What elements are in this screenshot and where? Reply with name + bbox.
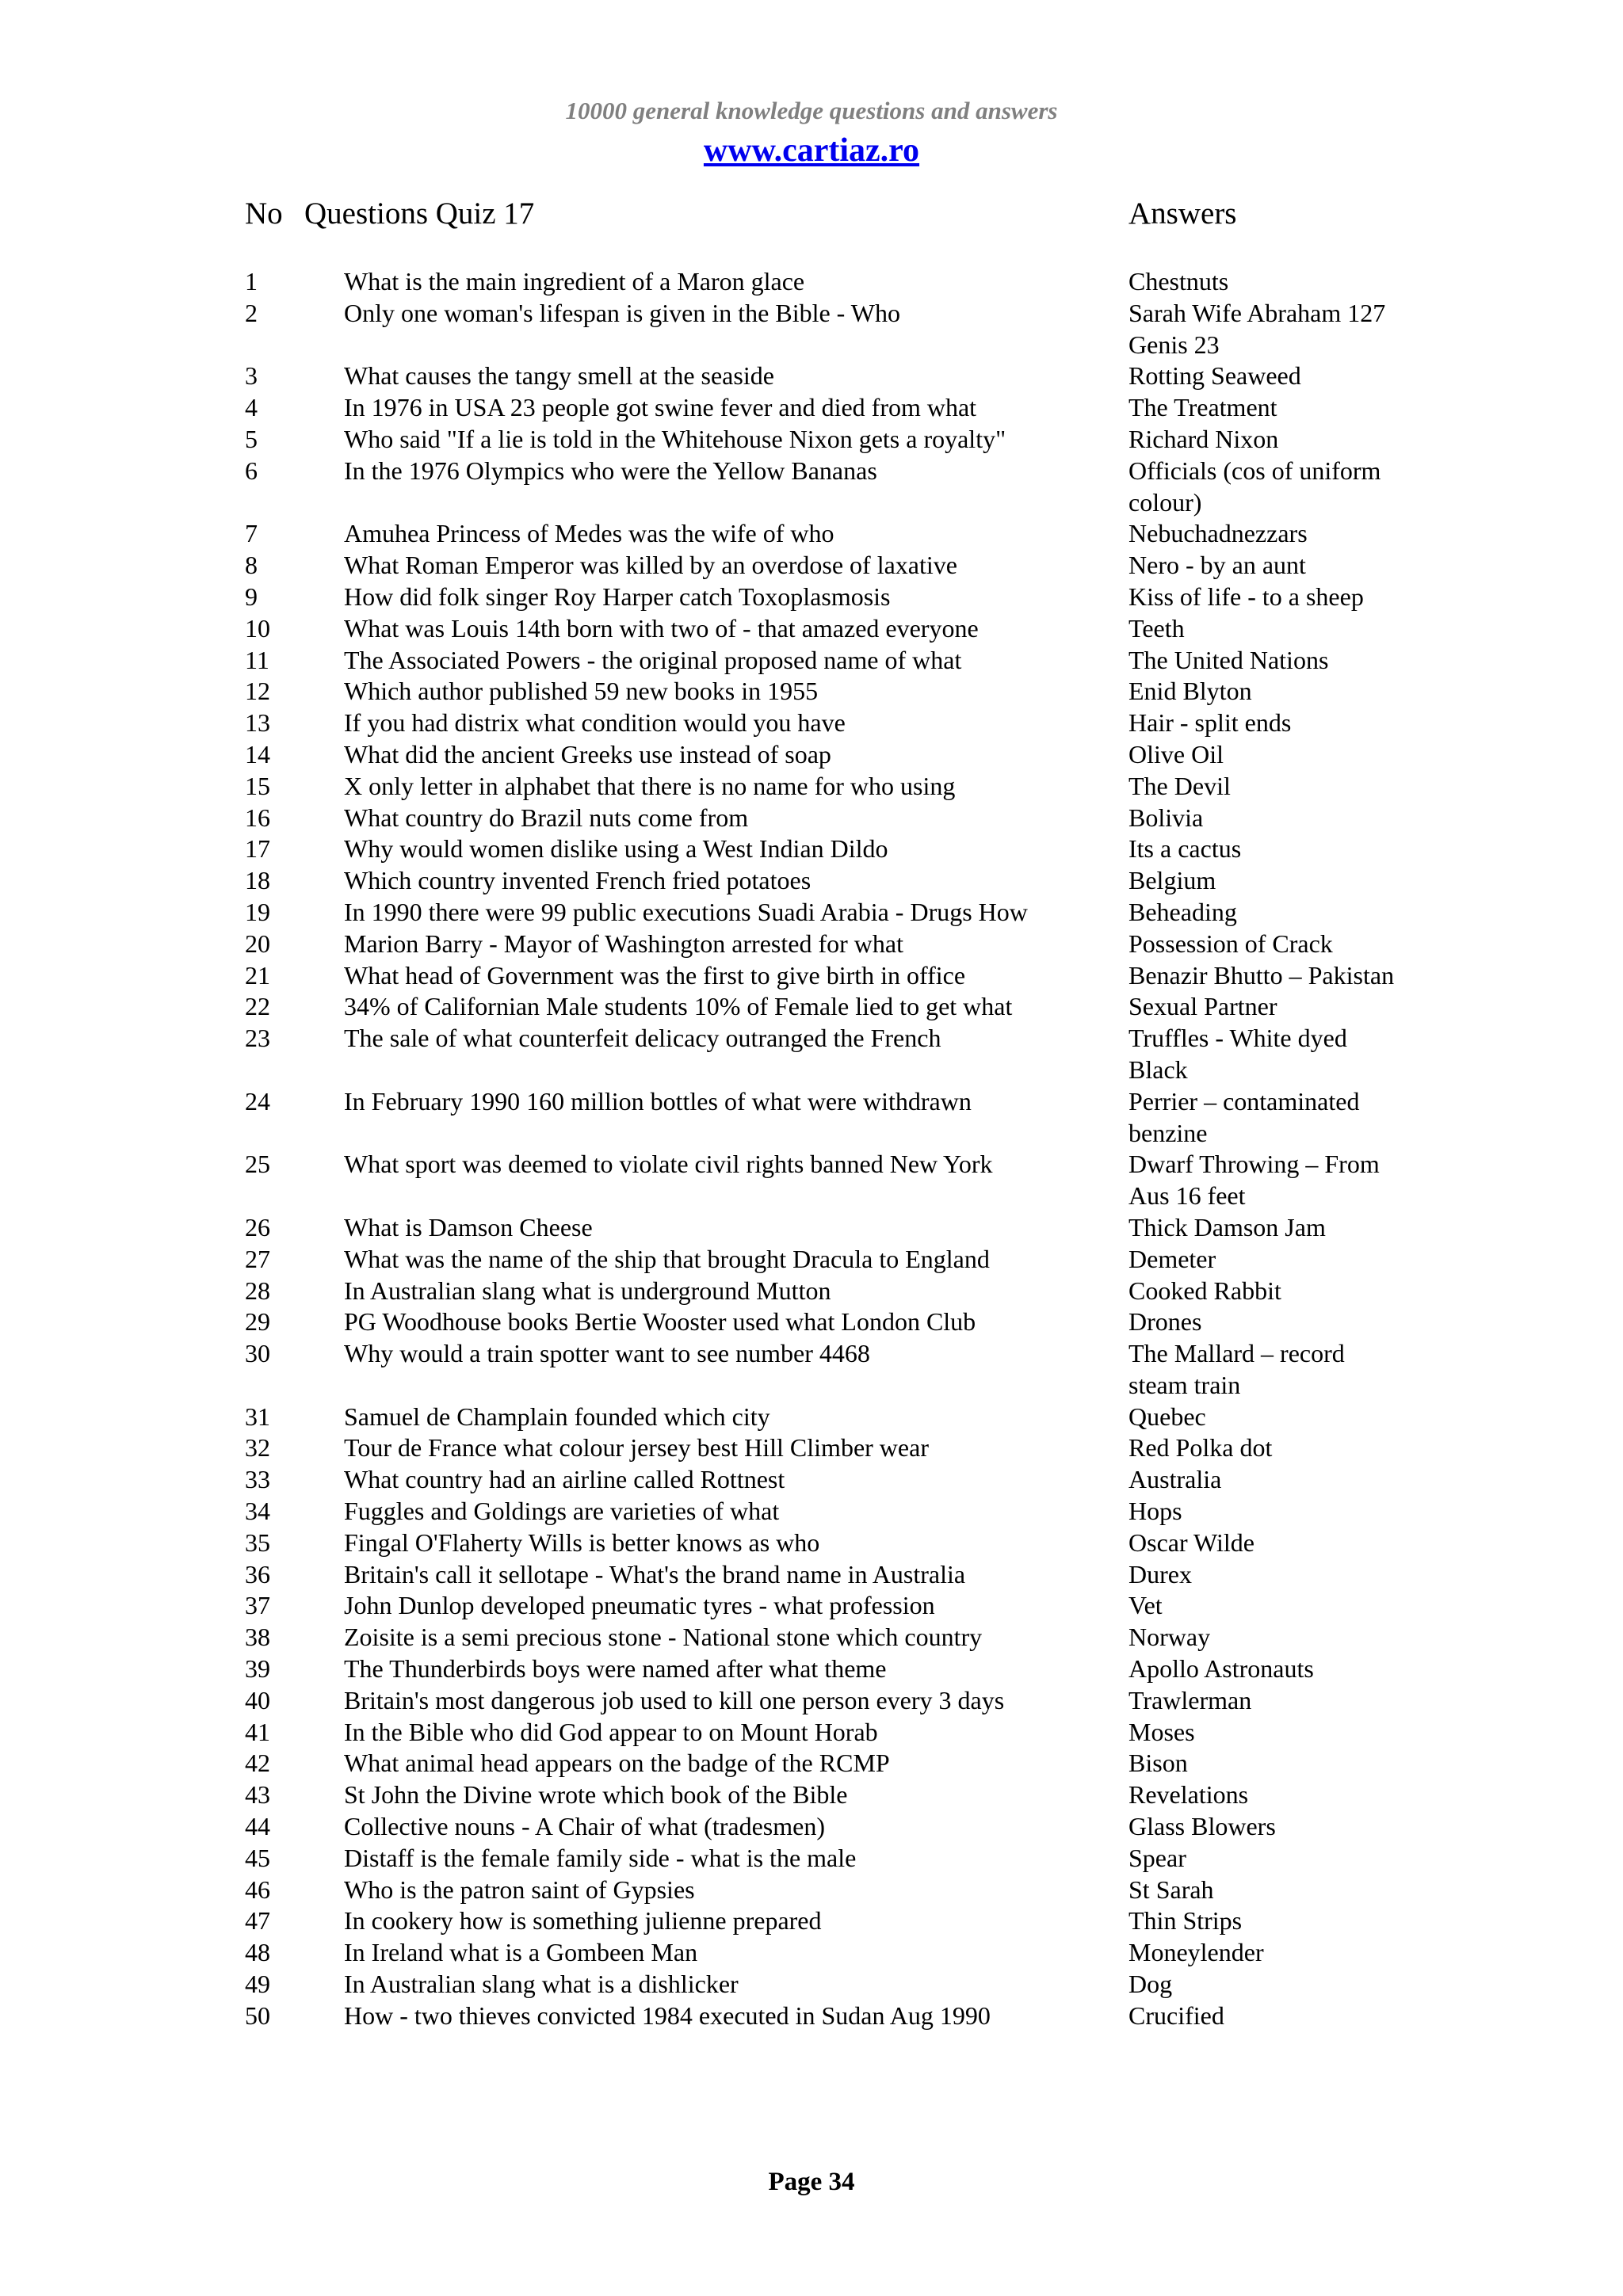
question-text: In February 1990 160 million bottles of what were withdrawn [344, 1086, 972, 1116]
answer-text: Benazir Bhutto – Pakistan [1128, 960, 1395, 990]
question-text: Samuel de Champlain founded which city [344, 1402, 770, 1431]
answer-text: Richard Nixon [1128, 424, 1279, 453]
question-number: 21 [245, 960, 270, 990]
question-number: 10 [245, 613, 270, 643]
question-text: What Roman Emperor was killed by an overdose of laxative [344, 551, 957, 580]
question-text: In Ireland what is a Gombeen Man [344, 1938, 698, 1967]
answer-text: Dwarf Throwing – From Aus 16 feet [1128, 1150, 1380, 1211]
document-subtitle: 10000 general knowledge questions and answers [565, 97, 1058, 124]
question-number: 2 [245, 298, 258, 327]
question-row [0, 897, 1623, 929]
question-text: Britain's most dangerous job used to kill one person every 3 days [344, 1685, 1005, 1714]
question-text: What sport was deemed to violate civil rights banned New York [344, 1150, 993, 1179]
question-row [0, 1149, 1623, 1212]
question-number: 18 [245, 866, 270, 895]
question-row [0, 676, 1623, 707]
question-text: John Dunlop developed pneumatic tyres - what profession [344, 1591, 935, 1620]
answer-text: Revelations [1128, 1780, 1249, 1810]
question-row [0, 771, 1623, 803]
answer-text: Kiss of life - to a sheep [1128, 582, 1364, 611]
answer-text: Drones [1128, 1307, 1202, 1337]
question-row [0, 1717, 1623, 1749]
answer-text: Cooked Rabbit [1128, 1276, 1281, 1305]
question-text: Which author published 59 new books in 1955 [344, 677, 819, 706]
question-text: St John the Divine wrote which book of the Bible [344, 1780, 848, 1810]
answer-text: Moneylender [1128, 1938, 1264, 1967]
question-number: 37 [245, 1591, 270, 1620]
question-text: In Australian slang what is underground Mutton [344, 1276, 831, 1305]
question-row [0, 960, 1623, 992]
question-number: 4 [245, 393, 258, 422]
question-number: 33 [245, 1465, 270, 1494]
answer-text: Teeth [1128, 613, 1185, 643]
answer-text: Thin Strips [1128, 1906, 1243, 1936]
question-text: Why would a train spotter want to see number 4468 [344, 1339, 870, 1368]
question-text: Who said "If a lie is told in the Whitehouse Nixon gets a royalty" [344, 424, 1006, 453]
answer-text: Truffles - White dyed Black [1128, 1024, 1347, 1084]
question-row [0, 865, 1623, 897]
question-row [0, 1212, 1623, 1244]
question-number: 27 [245, 1244, 270, 1273]
question-list [0, 266, 1623, 2032]
question-row [0, 1685, 1623, 1717]
question-row [0, 392, 1623, 424]
question-row [0, 424, 1623, 456]
question-number: 22 [245, 992, 270, 1021]
question-number: 24 [245, 1086, 270, 1116]
answer-text: Vet [1128, 1591, 1163, 1620]
page-number: Page 34 [768, 2168, 855, 2196]
question-number: 50 [245, 2000, 270, 2030]
answer-text: Thick Damson Jam [1128, 1212, 1326, 1241]
question-text: What animal head appears on the badge of the RCMP [344, 1749, 890, 1778]
question-text: In the 1976 Olympics who were the Yellow Bananas [344, 456, 877, 485]
answer-text: Perrier – contaminated benzine [1128, 1086, 1360, 1147]
question-row [0, 1432, 1623, 1464]
answer-text: Norway [1128, 1623, 1211, 1652]
question-number: 48 [245, 1938, 270, 1967]
answer-text: The United Nations [1128, 645, 1329, 674]
question-row [0, 1559, 1623, 1591]
question-row [0, 645, 1623, 677]
question-text: X only letter in alphabet that there is no name for who using [344, 771, 956, 800]
question-text: What did the ancient Greeks use instead of soap [344, 739, 831, 769]
question-number: 46 [245, 1875, 270, 1904]
question-row [0, 1244, 1623, 1276]
answer-text: Apollo Astronauts [1128, 1654, 1314, 1684]
question-row [0, 991, 1623, 1023]
question-text: What is the main ingredient of a Maron glace [344, 267, 805, 296]
question-number: 44 [245, 1812, 270, 1841]
question-text: Which country invented French fried potatoes [344, 866, 812, 895]
column-header-no: No [245, 196, 283, 231]
answer-text: Bison [1128, 1749, 1188, 1778]
question-number: 42 [245, 1749, 270, 1778]
question-number: 40 [245, 1685, 270, 1714]
question-text: What is Damson Cheese [344, 1212, 593, 1241]
question-row [0, 582, 1623, 613]
answer-text: Sarah Wife Abraham 127 Genis 23 [1128, 298, 1386, 359]
question-row [0, 707, 1623, 739]
question-row [0, 2000, 1623, 2032]
question-text: In cookery how is something julienne prepared [344, 1906, 822, 1936]
question-number: 11 [245, 645, 269, 674]
answer-text: Nebuchadnezzars [1128, 519, 1308, 548]
question-row [0, 1779, 1623, 1811]
question-number: 26 [245, 1212, 270, 1241]
question-row [0, 929, 1623, 960]
question-number: 41 [245, 1717, 270, 1746]
question-row [0, 298, 1623, 361]
question-row [0, 550, 1623, 582]
question-text: Who is the patron saint of Gypsies [344, 1875, 695, 1904]
question-text: How - two thieves convicted 1984 executed in Sudan Aug 1990 [344, 2000, 991, 2030]
answer-text: Olive Oil [1128, 739, 1224, 769]
answer-text: The Mallard – record steam train [1128, 1339, 1345, 1399]
question-row [0, 833, 1623, 865]
question-number: 9 [245, 582, 258, 611]
question-row [0, 1086, 1623, 1150]
answer-text: Quebec [1128, 1402, 1206, 1431]
question-text: What was the name of the ship that brought Dracula to England [344, 1244, 990, 1273]
question-row [0, 1875, 1623, 1906]
question-number: 34 [245, 1497, 270, 1526]
question-row [0, 1527, 1623, 1559]
question-text: The sale of what counterfeit delicacy outranged the French [344, 1024, 941, 1053]
question-number: 20 [245, 929, 270, 958]
question-row [0, 1402, 1623, 1433]
question-row [0, 1276, 1623, 1307]
question-number: 36 [245, 1559, 270, 1589]
question-text: Collective nouns - A Chair of what (tradesmen) [344, 1812, 825, 1841]
answer-text: Enid Blyton [1128, 677, 1252, 706]
question-number: 7 [245, 519, 258, 548]
question-text: Britain's call it sellotape - What's the brand name in Australia [344, 1559, 966, 1589]
answer-text: Chestnuts [1128, 267, 1229, 296]
answer-text: St Sarah [1128, 1875, 1214, 1904]
question-text: Only one woman's lifespan is given in the Bible - Who [344, 298, 900, 327]
question-number: 16 [245, 803, 270, 832]
answer-text: The Treatment [1128, 393, 1277, 422]
question-number: 38 [245, 1623, 270, 1652]
answer-text: Rotting Seaweed [1128, 361, 1301, 391]
question-text: 34% of Californian Male students 10% of Female lied to get what [344, 992, 1013, 1021]
question-text: Amuhea Princess of Medes was the wife of who [344, 519, 834, 548]
question-text: Distaff is the female family side - what is the male [344, 1843, 857, 1872]
question-text: What country had an airline called Rottnest [344, 1465, 785, 1494]
question-number: 31 [245, 1402, 270, 1431]
question-number: 29 [245, 1307, 270, 1337]
answer-text: Spear [1128, 1843, 1186, 1872]
question-number: 35 [245, 1527, 270, 1557]
answer-text: Bolivia [1128, 803, 1204, 832]
answer-text: Crucified [1128, 2000, 1224, 2030]
question-text: What country do Brazil nuts come from [344, 803, 749, 832]
question-number: 28 [245, 1276, 270, 1305]
answer-text: Officials (cos of uniform colour) [1128, 456, 1381, 517]
question-number: 49 [245, 1970, 270, 1999]
question-row [0, 1590, 1623, 1622]
question-row [0, 1811, 1623, 1843]
answer-text: Moses [1128, 1717, 1195, 1746]
question-row [0, 1306, 1623, 1338]
column-header-questions: Questions Quiz 17 [304, 196, 535, 231]
question-row [0, 1937, 1623, 1969]
question-number: 25 [245, 1150, 270, 1179]
answer-text: The Devil [1128, 771, 1231, 800]
answer-text: Red Polka dot [1128, 1433, 1273, 1463]
question-row [0, 1969, 1623, 2000]
question-number: 3 [245, 361, 258, 391]
question-row [0, 360, 1623, 392]
question-number: 23 [245, 1024, 270, 1053]
answer-text: Possession of Crack [1128, 929, 1333, 958]
question-number: 13 [245, 708, 270, 738]
answer-text: Trawlerman [1128, 1685, 1252, 1714]
question-number: 39 [245, 1654, 270, 1684]
question-text: In 1976 in USA 23 people got swine fever and died from what [344, 393, 977, 422]
question-row [0, 266, 1623, 298]
question-row [0, 1496, 1623, 1527]
question-text: In Australian slang what is a dishlicker [344, 1970, 739, 1999]
question-text: Zoisite is a semi precious stone - National stone which country [344, 1623, 983, 1652]
answer-text: Hair - split ends [1128, 708, 1292, 738]
answer-text: Oscar Wilde [1128, 1527, 1254, 1557]
answer-text: Beheading [1128, 897, 1237, 926]
question-text: What causes the tangy smell at the seaside [344, 361, 774, 391]
question-text: The Associated Powers - the original proposed name of what [344, 645, 962, 674]
question-row [0, 456, 1623, 519]
question-row [0, 1464, 1623, 1496]
question-text: What head of Government was the first to give birth in office [344, 960, 966, 990]
question-text: The Thunderbirds boys were named after what theme [344, 1654, 887, 1684]
question-row [0, 739, 1623, 771]
question-number: 6 [245, 456, 258, 485]
question-row [0, 613, 1623, 645]
question-number: 8 [245, 551, 258, 580]
question-row [0, 1023, 1623, 1086]
question-row [0, 803, 1623, 834]
question-text: In 1990 there were 99 public executions Suadi Arabia - Drugs How [344, 897, 1028, 926]
question-row [0, 1622, 1623, 1653]
question-text: Marion Barry - Mayor of Washington arrested for what [344, 929, 903, 958]
question-number: 47 [245, 1906, 270, 1936]
question-row [0, 1653, 1623, 1685]
answer-text: Demeter [1128, 1244, 1216, 1273]
question-row [0, 1338, 1623, 1402]
question-number: 43 [245, 1780, 270, 1810]
answer-text: Australia [1128, 1465, 1222, 1494]
site-link[interactable]: www.cartiaz.ro [703, 132, 920, 169]
answer-text: Belgium [1128, 866, 1216, 895]
answer-text: Glass Blowers [1128, 1812, 1276, 1841]
question-row [0, 518, 1623, 550]
question-number: 32 [245, 1433, 270, 1463]
answer-text: Dog [1128, 1970, 1173, 1999]
answer-text: Nero - by an aunt [1128, 551, 1306, 580]
column-header-answers: Answers [1128, 196, 1237, 231]
question-row [0, 1748, 1623, 1779]
question-number: 30 [245, 1339, 270, 1368]
question-number: 1 [245, 267, 258, 296]
question-number: 19 [245, 897, 270, 926]
answer-text: Sexual Partner [1128, 992, 1277, 1021]
answer-text: Durex [1128, 1559, 1192, 1589]
question-number: 15 [245, 771, 270, 800]
question-row [0, 1843, 1623, 1875]
question-text: Fuggles and Goldings are varieties of what [344, 1497, 780, 1526]
question-text: In the Bible who did God appear to on Mount Horab [344, 1717, 878, 1746]
question-number: 45 [245, 1843, 270, 1872]
question-number: 17 [245, 834, 270, 864]
question-number: 14 [245, 739, 270, 769]
question-number: 12 [245, 677, 270, 706]
question-row [0, 1905, 1623, 1937]
answer-text: Its a cactus [1128, 834, 1242, 864]
answer-text: Hops [1128, 1497, 1182, 1526]
question-text: What was Louis 14th born with two of - that amazed everyone [344, 613, 979, 643]
question-text: Tour de France what colour jersey best Hill Climber wear [344, 1433, 929, 1463]
question-text: PG Woodhouse books Bertie Wooster used what London Club [344, 1307, 976, 1337]
question-number: 5 [245, 424, 258, 453]
question-text: If you had distrix what condition would you have [344, 708, 846, 738]
question-text: Fingal O'Flaherty Wills is better knows as who [344, 1527, 820, 1557]
question-text: How did folk singer Roy Harper catch Toxoplasmosis [344, 582, 891, 611]
question-text: Why would women dislike using a West Indian Dildo [344, 834, 888, 864]
